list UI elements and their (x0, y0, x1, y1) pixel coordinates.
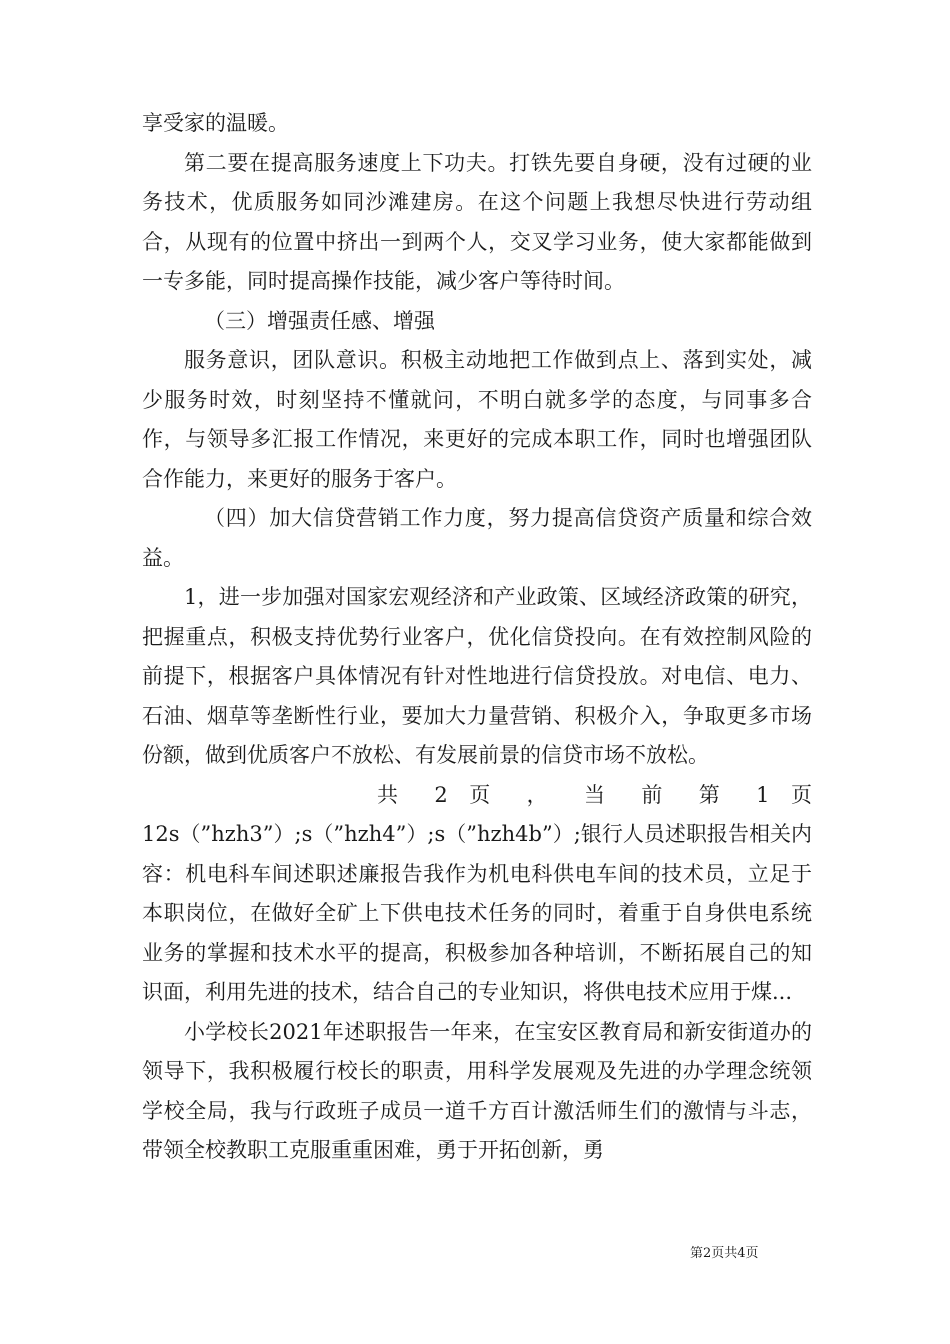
page-footer: 第2页共4页 (690, 1246, 759, 1261)
document-body (142, 104, 812, 1171)
paragraph-principal-report: 小学校长2021年述职报告一年来，在宝安区教育局和新安街道办的领导下，我积极履行校长的职责，用科学发展观及先进的办学理念统领学校全局，我与行政班子成员一道千方百计激活师生们的激情与斗志，带领全校教职工克服重重困难，勇于开拓创新，勇 (142, 1019, 812, 1162)
paragraph-service-awareness: 服务意识，团队意识。积极主动地把工作做到点上、落到实处，减少服务时效，时刻坚持不懂就问，不明白就多学的态度，与同事多合作，与领导多汇报工作情况，来更好的完成本职工作，同时也增强团队合作能力，来更好的服务于客户。 (142, 348, 812, 491)
section-heading-four: （四）加大信贷营销工作力度，努力提高信贷资产质量和综合效益。 (142, 506, 812, 570)
paragraph-service-speed: 第二要在提高服务速度上下功夫。打铁先要自身硬，没有过硬的业务技术，优质服务如同沙滩建房。在这个问题上我想尽快进行劳动组合，从现有的位置中挤出一到两个人，交叉学习业务，使大家都能做到一专多能，同时提高操作技能，减少客户等待时间。 (142, 150, 812, 293)
page-marker: 共 2 页 ， 当 前 第 1 页 (377, 782, 812, 807)
paragraph-continuation: 享受家的温暖。 (142, 111, 289, 135)
section-heading-three: （三）增强责任感、增强 (204, 308, 435, 333)
paragraph-related-content: 12s（”hzh3”）;s（”hzh4”）;s（”hzh4b”）;银行人员述职报告相关内容：机电科车间述职述廉报告我作为机电科供电车间的技术员，立足于本职岗位，在做好全矿上下供电技术任务的同时，着重于自身供电系统业务的掌握和技术水平的提高，积极参加各种培训，不断拓展自己的知识面，利用先进的技术，结合自己的专业知识，将供电技术应用于煤... (142, 822, 812, 1004)
paragraph-credit-policy: 1，进一步加强对国家宏观经济和产业政策、区域经济政策的研究，把握重点，积极支持优势行业客户，优化信贷投向。在有效控制风险的前提下，根据客户具体情况有针对性地进行信贷投放。对电信、电力、石油、烟草等垄断性行业，要加大力量营销、积极介入，争取更多市场份额，做到优质客户不放松、有发展前景的信贷市场不放松。 (142, 585, 812, 767)
